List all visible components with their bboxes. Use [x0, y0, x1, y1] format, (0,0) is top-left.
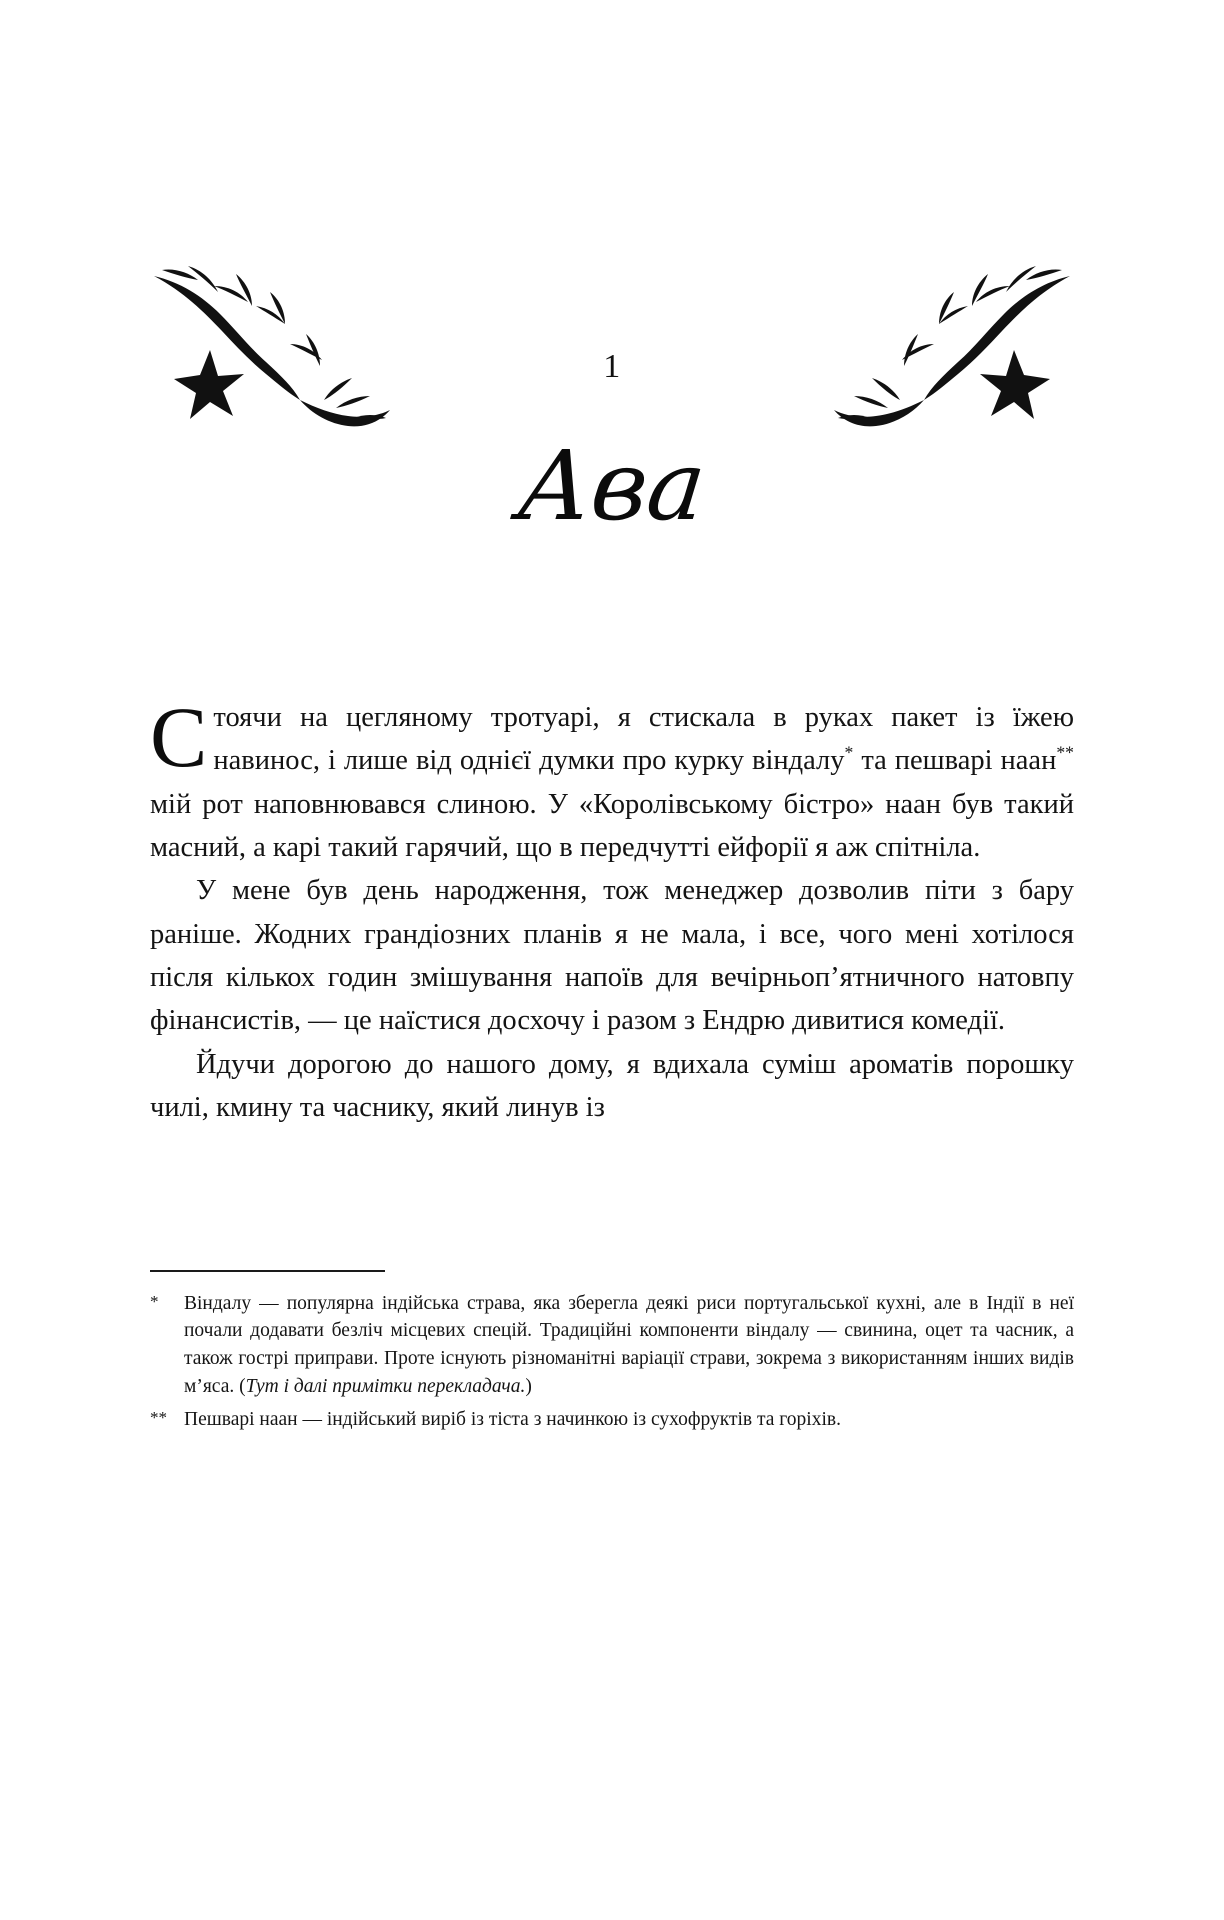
- footnote-mark: *: [150, 1291, 159, 1311]
- paragraph-2: У мене був день народження, тож менеджер дозволив піти з бару раніше. Жодних грандіозних планів я не мала, і все, чого мені хотілося після кількох годин змішування напоїв для вечірньоп’ятничного натовпу фінансистів, — це наїстися досхочу і разом з Ендрю дивитися комедії.: [150, 875, 1074, 1037]
- paragraph-3: Йдучи дорогою до нашого дому, я вдихала суміш ароматів порошку чилі, кмину та часнику, який линув із: [150, 1048, 1074, 1123]
- paragraph-1-part-2: та пешварі наан: [853, 745, 1057, 777]
- chapter-number: 1: [603, 348, 621, 385]
- footnote-text-italic: Тут і далі примітки перекладача.: [245, 1375, 526, 1397]
- chapter-title: Ава: [513, 430, 711, 542]
- footnote-item: [150, 1406, 1074, 1434]
- footnote-mark: **: [150, 1408, 167, 1428]
- footnote-item: [150, 1290, 1074, 1401]
- drop-cap: С: [150, 689, 208, 785]
- paragraph-1: [150, 689, 1074, 869]
- footnote-text: Пешварі наан — індійський виріб із тіста з начинкою із сухофруктів та горіхів.: [184, 1409, 841, 1431]
- footnote-divider: [150, 1270, 385, 1272]
- chapter-header: [150, 248, 1074, 542]
- footnote-text-main: Віндалу — популярна індійська страва, яка зберегла деякі риси португальської кухні, але в Індії в неї почали додавати безліч місцевих спецій. Традиційні компоненти віндалу — свинина, оцет та часник, а також гострі приправи. Проте існують різноманітні варіації страви, зокрема з використанням інших видів м’яса. (: [184, 1292, 1074, 1397]
- footnote-text-tail: ): [525, 1375, 532, 1397]
- paragraph-1-part-3: мій рот наповнювався слиною. У «Королівському бістро» наан був такий масний, а карі такий гарячий, що в передчутті ейфорії я аж спітніла.: [150, 788, 1074, 863]
- footnotes-section: [150, 1270, 1074, 1440]
- paragraph-1-part-1: тоячи на цегляному тротуарі, я стискала в руках пакет із їжею навинос, і лише від однієї думки про курку віндалу: [213, 702, 1074, 777]
- footnote-marker-1[interactable]: *: [844, 742, 854, 763]
- footnote-text: [184, 1290, 1074, 1401]
- body-text: [150, 689, 1074, 1129]
- footnote-marker-2[interactable]: **: [1056, 742, 1074, 763]
